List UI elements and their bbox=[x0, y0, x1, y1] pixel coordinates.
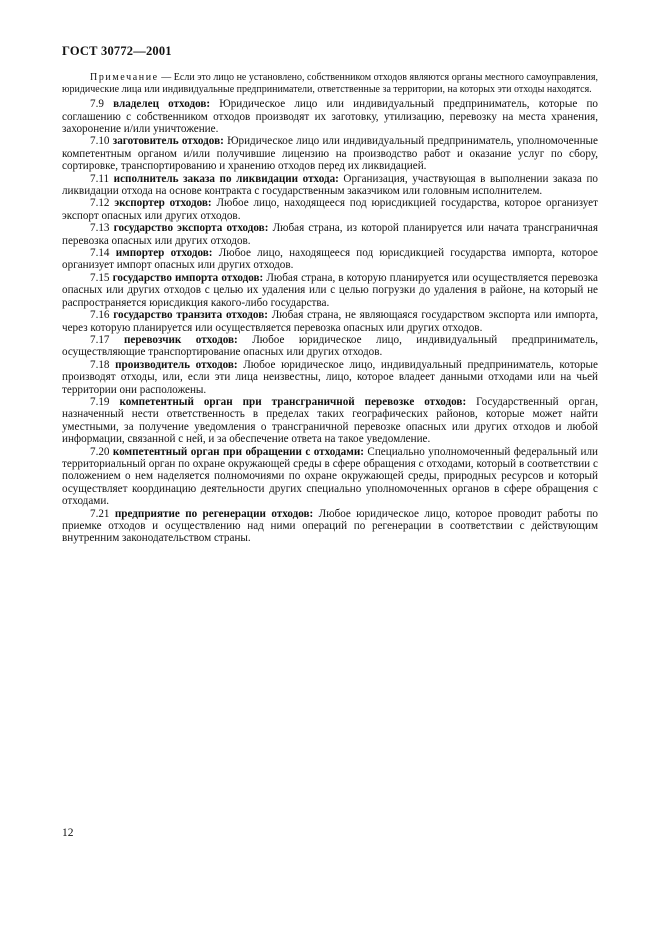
clause-number: 7.9 bbox=[90, 98, 104, 111]
clause-term: заготовитель отходов: bbox=[112, 135, 224, 148]
clause-term: предприятие по регенерации отходов: bbox=[114, 507, 314, 520]
clause-term: экспортер отходов: bbox=[114, 197, 212, 210]
clause-term: исполнитель заказа по ликвидации отхода: bbox=[113, 172, 339, 185]
clause-definition: Любое юридическое лицо, индивидуальный предприниматель, которые производят отходы, или, если эти лица неизвестны, лицо, которое владеет данными отходами или на чьей территории они расположены. bbox=[62, 358, 598, 396]
clause-number: 7.21 bbox=[90, 507, 110, 520]
clause-7-20 bbox=[62, 446, 598, 508]
clause-number: 7.20 bbox=[90, 445, 110, 458]
clause-7-19 bbox=[62, 396, 598, 446]
clause-term: перевозчик отходов: bbox=[123, 333, 238, 346]
clause-term: государство экспорта отходов: bbox=[113, 222, 269, 235]
clause-7-18 bbox=[62, 359, 598, 396]
clause-7-21 bbox=[62, 508, 598, 545]
clause-7-11 bbox=[62, 173, 598, 198]
clause-definition: Любая страна, в которую планируется или осуществляется перевозка опасных или других отходов с целью их удаления или с целью погрузки до удаления в районе, на который не распространяется юрисдикция какого-либо государства. bbox=[62, 271, 598, 309]
clause-7-15 bbox=[62, 272, 598, 309]
clause-7-12 bbox=[62, 197, 598, 222]
clause-term: владелец отходов: bbox=[113, 98, 211, 111]
clause-definition: Любая страна, из которой планируется или начата трансграничная перевозка опасных или других отходов. bbox=[62, 222, 598, 247]
clause-term: компетентный орган при трансграничной перевозке отходов: bbox=[119, 395, 467, 408]
clause-number: 7.14 bbox=[90, 247, 110, 260]
clause-number: 7.12 bbox=[90, 197, 110, 210]
clause-definition: Любое юридическое лицо, индивидуальный предприниматель, осуществляющие транспортирование опасных или других отходов. bbox=[62, 333, 598, 359]
document-header: ГОСТ 30772—2001 bbox=[62, 44, 172, 58]
clause-number: 7.15 bbox=[90, 271, 110, 284]
clause-definition: Юридическое лицо или индивидуальный предприниматель, уполномоченные компетентным органом и/или получившие лицензию на производство работ и оказание услуг по сбору, сортировке, транспортированию и хранению отходов перед их ликвидацией. bbox=[62, 135, 598, 173]
clause-definition: Юридическое лицо или индивидуальный предприниматель, которые по соглашению с собственником отходов производят их заготовку, утилизацию, перевозку на места хранения, захоронение и/или уничтожение. bbox=[62, 98, 598, 135]
note-paragraph bbox=[62, 72, 598, 95]
clause-number: 7.10 bbox=[90, 135, 110, 148]
clause-term: государство импорта отходов: bbox=[112, 271, 264, 284]
clause-number: 7.11 bbox=[90, 172, 110, 185]
clause-7-17 bbox=[62, 334, 598, 359]
note-label: Примечание bbox=[90, 72, 159, 83]
clause-definition: Любая страна, не являющаяся государством экспорта или импорта, через которую планируется или осуществляется перевозка опасных или других отходов. bbox=[62, 309, 599, 334]
clause-7-9 bbox=[62, 98, 598, 135]
clause-7-14 bbox=[62, 247, 598, 272]
clause-7-13 bbox=[62, 222, 598, 247]
clause-number: 7.17 bbox=[90, 333, 110, 346]
clause-list bbox=[62, 98, 598, 545]
clause-definition: Любое юридическое лицо, которое проводит работы по приемке отходов и осуществлению над ними операций по регенерации в соответствии с действующим внутренним законодательством страны. bbox=[62, 507, 598, 545]
clause-definition: Любое лицо, находящееся под юрисдикцией государства, которое организует экспорт опасных или других отходов. bbox=[62, 197, 598, 222]
clause-term: компетентный орган при обращении с отходами: bbox=[112, 445, 364, 458]
clause-definition: Специально уполномоченный федеральный или территориальный орган по охране окружающей среды в сфере обращения с отходами, который в соответствии с положением о нем наделяется полномочиями по охране окружающей среды, природных ресурсов и который осуществляет координацию деятельности других специально уполномоченных органов в сфере обращения с отходами. bbox=[62, 445, 598, 508]
document-body bbox=[62, 72, 598, 545]
clause-number: 7.19 bbox=[90, 395, 110, 408]
clause-7-10 bbox=[62, 135, 598, 172]
clause-number: 7.13 bbox=[90, 222, 110, 235]
clause-number: 7.18 bbox=[90, 358, 110, 371]
note-text: — Если это лицо не установлено, собственником отходов являются органы местного самоуправления, юридические лица или индивидуальные предприниматели, ответственные за территории, на которых эти отходы находятся. bbox=[62, 72, 598, 95]
clause-term: государство транзита отходов: bbox=[113, 309, 268, 322]
page-number: 12 bbox=[62, 827, 74, 839]
clause-definition: Государственный орган, назначенный нести ответственность в пределах таких географических районов, которые может найти уместными, за получение уведомления о трансграничной перевозке опасных или других отходов и любой информации, связанной с ней, и за обеспечение ответа на такое уведомление. bbox=[62, 395, 598, 446]
clause-term: импортер отходов: bbox=[115, 247, 213, 260]
clause-definition: Любое лицо, находящееся под юрисдикцией государства импорта, которое организует импорт опасных или других отходов. bbox=[62, 247, 598, 272]
clause-term: производитель отходов: bbox=[115, 358, 238, 371]
clause-definition: Организация, участвующая в выполнении заказа по ликвидации отхода на основе контракта с государственным заказчиком или головным исполнителем. bbox=[62, 172, 598, 198]
clause-7-16 bbox=[62, 309, 598, 334]
clause-number: 7.16 bbox=[90, 309, 110, 322]
